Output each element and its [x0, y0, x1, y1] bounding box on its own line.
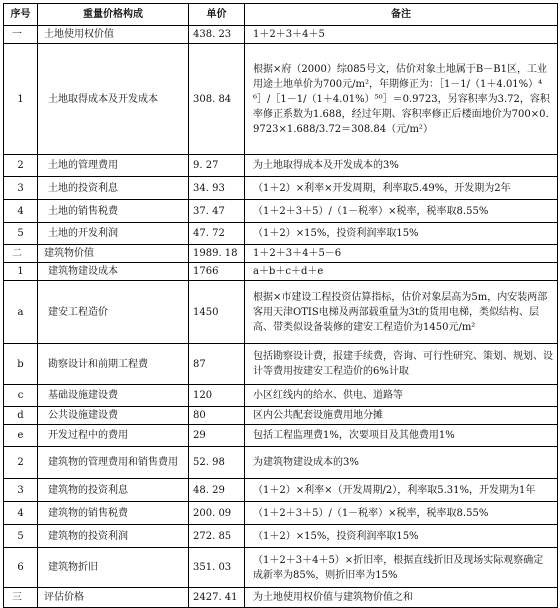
table-row [4, 263, 558, 281]
row-index: 一 [4, 26, 38, 44]
row-note: 包括工程监理费1%，次要项目及其他费用1% [245, 425, 558, 447]
row-index: 1 [4, 44, 38, 155]
row-note: a＋b＋c＋d＋e [245, 263, 558, 281]
row-item: 勘察设计和前期工程费 [38, 344, 189, 385]
row-price: 200. 09 [189, 502, 245, 525]
row-index: b [4, 344, 38, 385]
table-row [4, 200, 558, 223]
row-index: 三 [4, 588, 38, 608]
row-index: 2 [4, 155, 38, 177]
row-price: 2427. 41 [189, 588, 245, 608]
table-row [4, 479, 558, 502]
row-price: 29 [189, 425, 245, 447]
row-note: （1＋2＋3＋4＋5）×折旧率，根据直线折旧及现场实际观察确定成新率为85%，则折旧率为15% [245, 548, 558, 588]
row-item: 建筑物的管理费用和销售费用 [38, 447, 189, 479]
table-row [4, 281, 558, 344]
row-index: 5 [4, 223, 38, 245]
table-row [4, 177, 558, 200]
table-row [4, 344, 558, 385]
row-item: 建安工程造价 [38, 281, 189, 344]
row-price: 47. 72 [189, 223, 245, 245]
table-body [4, 26, 558, 608]
table-row [4, 223, 558, 245]
row-index: 3 [4, 177, 38, 200]
row-item: 土地取得成本及开发成本 [38, 44, 189, 155]
row-price: 9. 27 [189, 155, 245, 177]
row-price: 52. 98 [189, 447, 245, 479]
row-item: 公共设施建设费 [38, 407, 189, 425]
table-row [4, 502, 558, 525]
row-index: d [4, 407, 38, 425]
table-row [4, 525, 558, 548]
row-item: 土地的投资利息 [38, 177, 189, 200]
row-index: 4 [4, 200, 38, 223]
row-price: 37. 47 [189, 200, 245, 223]
header-row [4, 4, 558, 26]
row-note: （1＋2）×利率×（开发周期/2），利率取5.31%，开发期为1年 [245, 479, 558, 502]
row-item: 评估价格 [38, 588, 189, 608]
row-price: 438. 23 [189, 26, 245, 44]
row-price: 48. 29 [189, 479, 245, 502]
row-index: 5 [4, 525, 38, 548]
row-item: 土地的管理费用 [38, 155, 189, 177]
row-index: 3 [4, 479, 38, 502]
row-note: 根据×市建设工程投资估算指标，估价对象层高为5m，内安装两部客用天津OTIS电梯及两部载重量为3t的货用电梯，类似结构、层高、带类似设备装修的建安工程造价为1450元/m² [245, 281, 558, 344]
row-note: （1＋2＋3＋5）/（1－税率）×税率，税率取8.55% [245, 502, 558, 525]
row-item: 建筑物的销售税费 [38, 502, 189, 525]
row-note: 根据×府（2000）综085号文，估价对象土地属于B－B1区，工业用途土地单价为700元/m²，年期修正为：［1－1/（1＋4.01%）⁴⁶］/［1－1/（1＋4.01%）⁵⁰］＝0.9723，另容积率为3.72，容积率修正系数为1.688，经过年期、容积率修正后楼面地价为700×0.9723×1.688/3.72＝308.84（元/m²） [245, 44, 558, 155]
row-price: 308. 84 [189, 44, 245, 155]
row-note: 包括勘察设计费，报建手续费，咨询、可行性研究、策划、规划、设计等费用按建安工程造价的6%计取 [245, 344, 558, 385]
row-item: 土地使用权价值 [38, 26, 189, 44]
row-index: 4 [4, 502, 38, 525]
row-item: 基础设施建设费 [38, 385, 189, 407]
row-price: 87 [189, 344, 245, 385]
table-row [4, 447, 558, 479]
row-note: （1＋2＋3＋5）/（1－税率）×税率，税率取8.55% [245, 200, 558, 223]
row-item: 建筑物价值 [38, 245, 189, 263]
header-price: 单价 [189, 4, 245, 26]
row-note: 区内公共配套设施费用地分摊 [245, 407, 558, 425]
row-price: 1989. 18 [189, 245, 245, 263]
table-row [4, 155, 558, 177]
row-price: 1766 [189, 263, 245, 281]
row-item: 建筑物建设成本 [38, 263, 189, 281]
table-row [4, 407, 558, 425]
row-price: 272. 85 [189, 525, 245, 548]
row-index: e [4, 425, 38, 447]
row-index: 二 [4, 245, 38, 263]
row-item: 建筑物折旧 [38, 548, 189, 588]
table-row [4, 44, 558, 155]
table-row [4, 26, 558, 44]
header-note: 备注 [245, 4, 558, 26]
row-price: 80 [189, 407, 245, 425]
row-index: 6 [4, 548, 38, 588]
row-price: 351. 03 [189, 548, 245, 588]
row-index: a [4, 281, 38, 344]
row-note: （1＋2）×利率×开发周期，利率取5.49%，开发期为2年 [245, 177, 558, 200]
row-item: 土地的开发利润 [38, 223, 189, 245]
row-price: 120 [189, 385, 245, 407]
row-note: 小区红线内的给水、供电、道路等 [245, 385, 558, 407]
row-item: 土地的销售税费 [38, 200, 189, 223]
row-note: 1＋2＋3＋4＋5 [245, 26, 558, 44]
table-row [4, 385, 558, 407]
header-item: 重量价格构成 [38, 4, 189, 26]
row-item: 建筑物的投资利息 [38, 479, 189, 502]
row-index: 1 [4, 263, 38, 281]
row-note: 为土地使用权价值与建筑物价值之和 [245, 588, 558, 608]
row-index: 2 [4, 447, 38, 479]
table-row [4, 588, 558, 608]
header-index: 序号 [4, 4, 38, 26]
row-note: 1＋2＋3＋4＋5－6 [245, 245, 558, 263]
row-note: 为土地取得成本及开发成本的3% [245, 155, 558, 177]
row-price: 1450 [189, 281, 245, 344]
row-index: c [4, 385, 38, 407]
row-item: 开发过程中的费用 [38, 425, 189, 447]
row-item: 建筑物的投资利润 [38, 525, 189, 548]
table-row [4, 245, 558, 263]
row-note: （1＋2）×15%，投资利润率取15% [245, 525, 558, 548]
valuation-table [3, 3, 558, 608]
row-note: （1＋2）×15%，投资利润率取15% [245, 223, 558, 245]
table-row [4, 425, 558, 447]
row-price: 34. 93 [189, 177, 245, 200]
table-row [4, 548, 558, 588]
row-note: 为建筑物建设成本的3% [245, 447, 558, 479]
